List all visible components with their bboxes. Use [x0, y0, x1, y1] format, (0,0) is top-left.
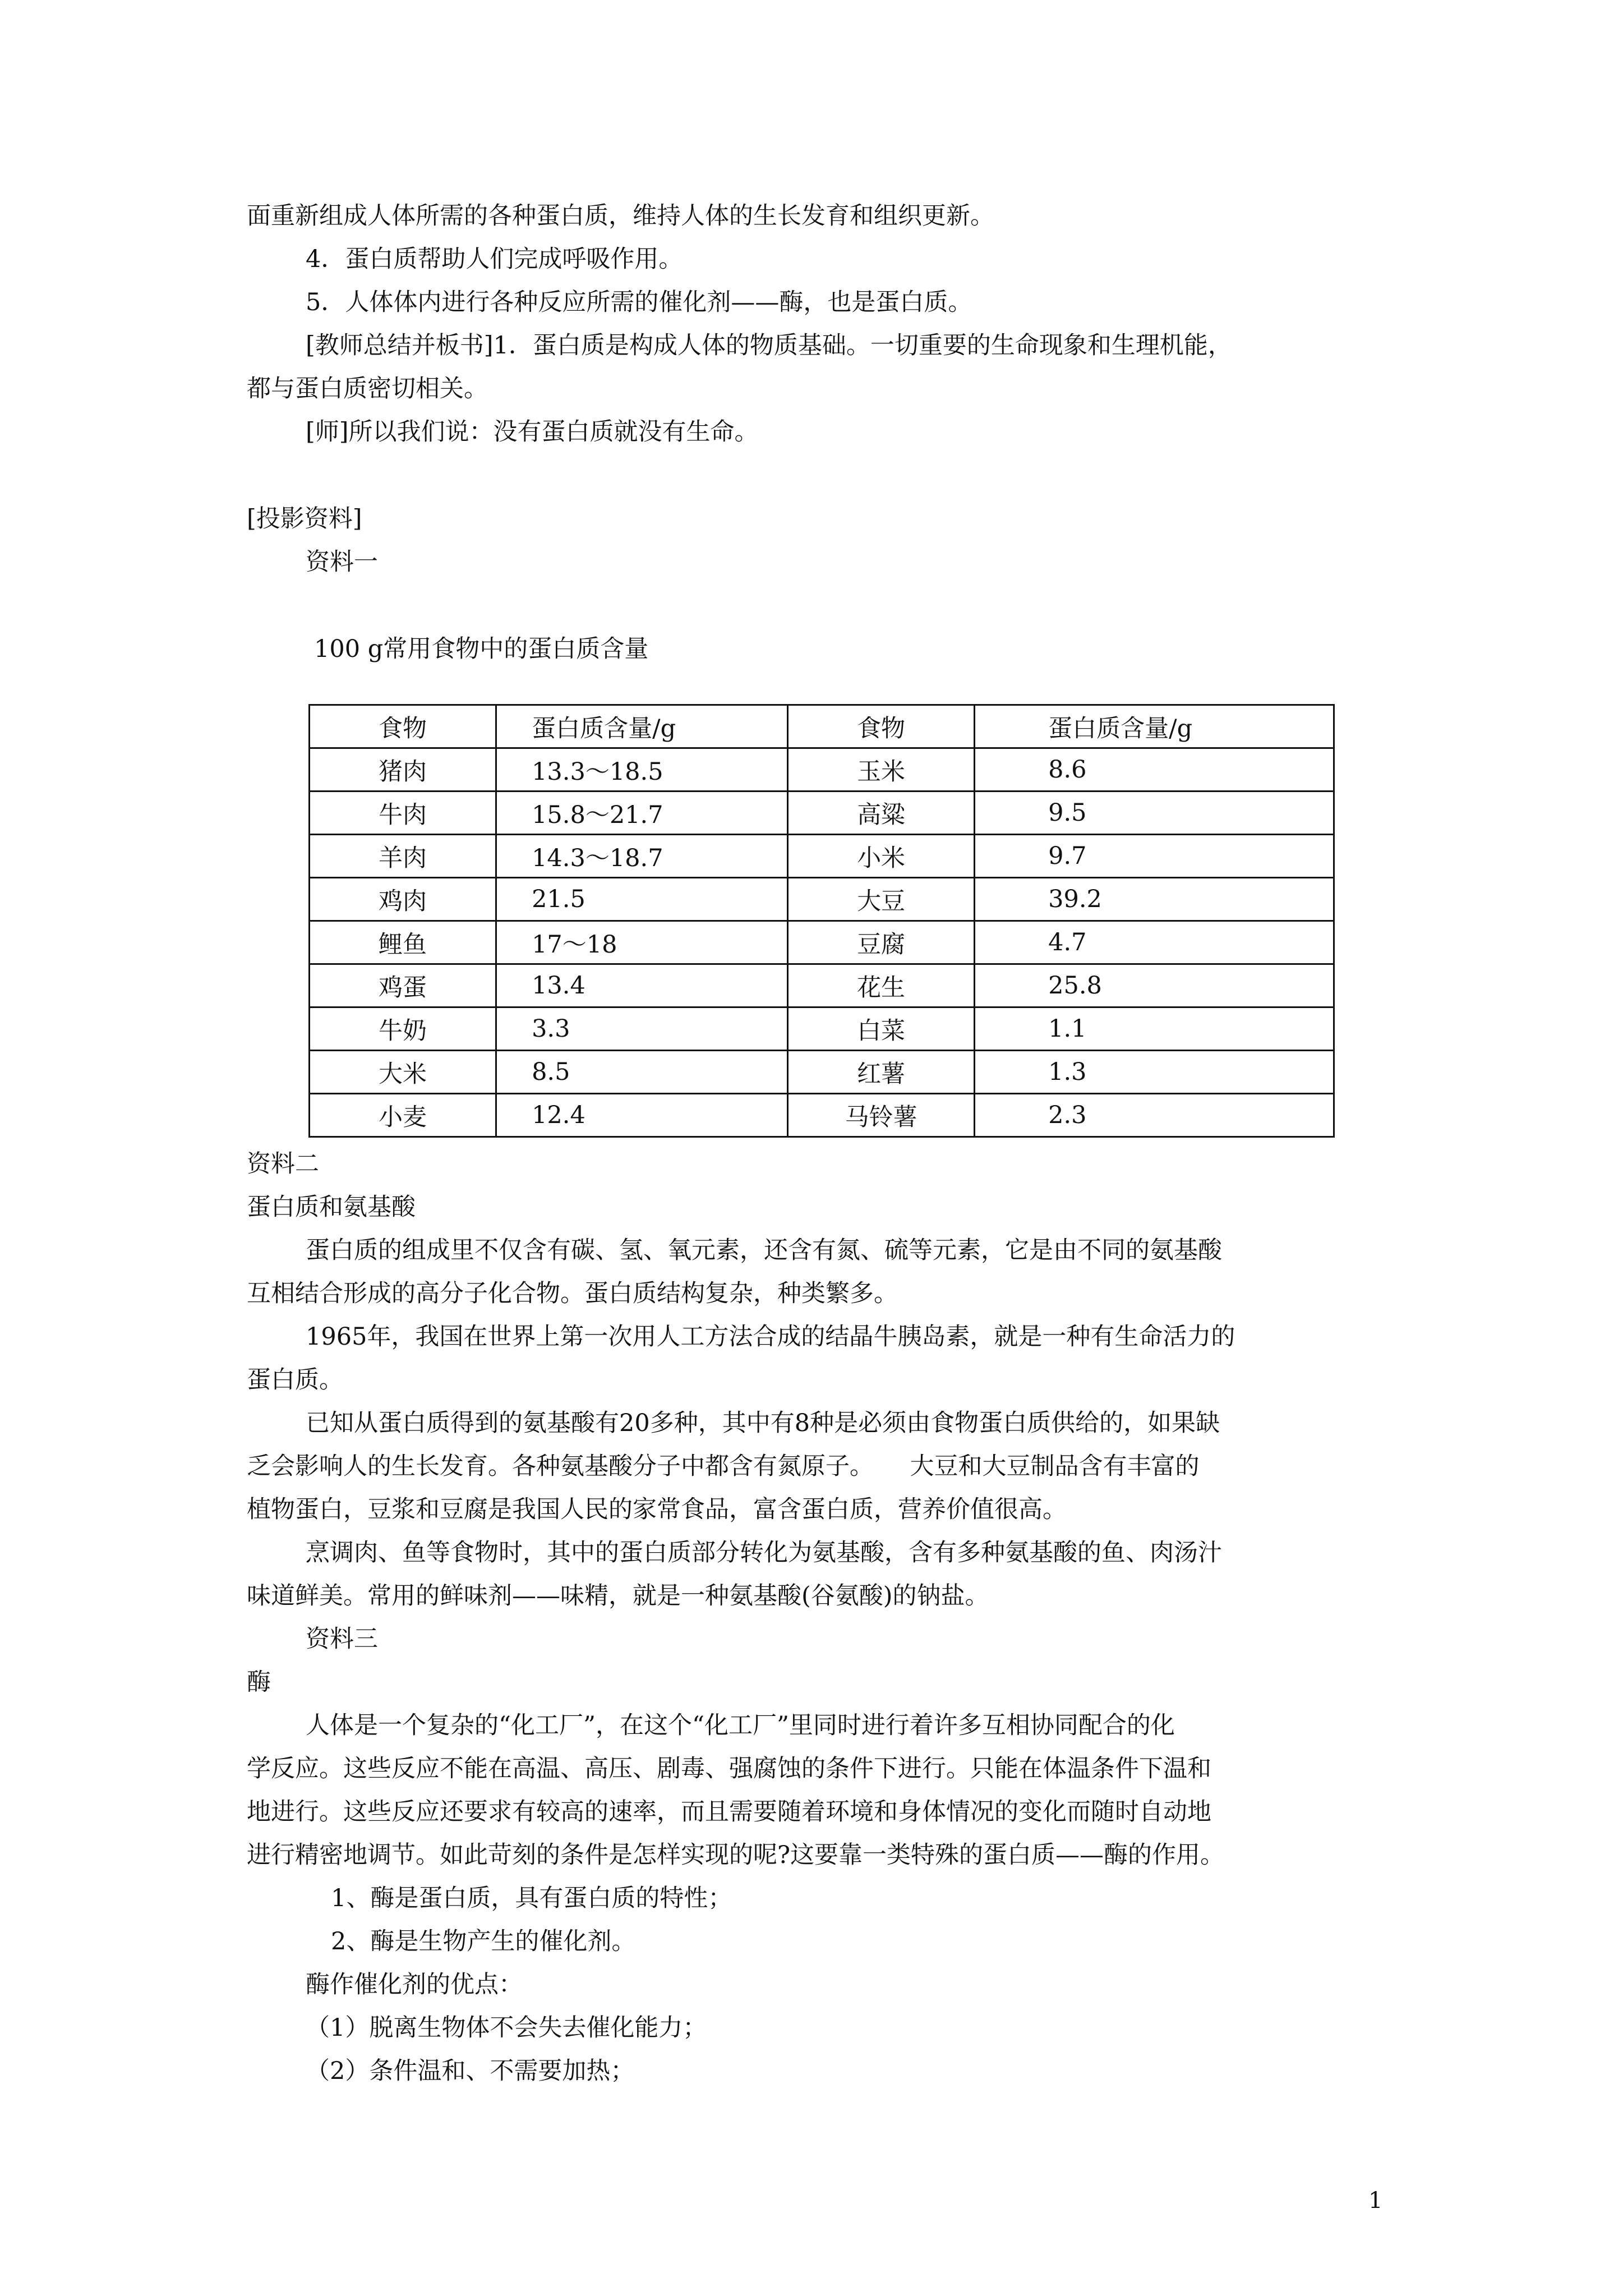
table-cell: 13.4: [496, 964, 788, 1007]
table-cell: 14.3～18.7: [496, 835, 788, 878]
table-cell: 4.7: [975, 921, 1334, 964]
paragraph-line: 5．人体体内进行各种反应所需的催化剂——酶，也是蛋白质。: [306, 288, 972, 316]
table-cell: 8.6: [975, 748, 1334, 792]
paragraph-line: 都与蛋白质密切相关。: [247, 375, 488, 403]
paragraph-line: 学反应。这些反应不能在高温、高压、剧毒、强腐蚀的条件下进行。只能在体温条件下温和: [247, 1755, 1211, 1783]
section-heading: [投影资料]: [247, 505, 362, 533]
table-row: [310, 1051, 1334, 1094]
table-row: [310, 835, 1334, 878]
table-cell: 15.8～21.7: [496, 792, 788, 835]
paragraph-line: 烹调肉、鱼等食物时，其中的蛋白质部分转化为氨基酸，含有多种氨基酸的鱼、肉汤汁: [306, 1539, 1222, 1567]
table-cell: 猪肉: [310, 748, 496, 792]
table-header-row: [310, 705, 1334, 748]
table-cell: 高粱: [788, 792, 975, 835]
paragraph-line: 植物蛋白，豆浆和豆腐是我国人民的家常食品，富含蛋白质，营养价值很高。: [247, 1496, 1067, 1524]
table-cell: 9.5: [975, 792, 1334, 835]
table-cell: 红薯: [788, 1051, 975, 1094]
table-cell: 鸡蛋: [310, 964, 496, 1007]
table-cell: 9.7: [975, 835, 1334, 878]
table-cell: 小米: [788, 835, 975, 878]
paragraph-line: [师]所以我们说：没有蛋白质就没有生命。: [306, 418, 759, 446]
table-row: [310, 921, 1334, 964]
table-cell: 玉米: [788, 748, 975, 792]
table-cell: 3.3: [496, 1007, 788, 1051]
column-header: 蛋白质含量/g: [975, 705, 1334, 748]
column-header: 蛋白质含量/g: [496, 705, 788, 748]
table-cell: 豆腐: [788, 921, 975, 964]
list-item: 2、酶是生物产生的催化剂。: [331, 1927, 636, 1955]
paragraph-line: 味道鲜美。常用的鲜味剂——味精，就是一种氨基酸(谷氨酸)的钠盐。: [247, 1582, 989, 1610]
table-cell: 17～18: [496, 921, 788, 964]
paragraph-line: 乏会影响人的生长发育。各种氨基酸分子中都含有氮原子。 大豆和大豆制品含有丰富的: [247, 1452, 1200, 1480]
table-cell: 鲤鱼: [310, 921, 496, 964]
table-row: [310, 964, 1334, 1007]
table-row: [310, 748, 1334, 792]
paragraph-line: 1965年，我国在世界上第一次用人工方法合成的结晶牛胰岛素，就是一种有生命活力的: [306, 1323, 1235, 1351]
paragraph-line: 进行精密地调节。如此苛刻的条件是怎样实现的呢?这要靠一类特殊的蛋白质——酶的作用。: [247, 1841, 1225, 1869]
table-cell: 12.4: [496, 1094, 788, 1137]
list-item: （2）条件温和、不需要加热；: [306, 2057, 635, 2085]
table-row: [310, 1094, 1334, 1137]
column-header: 食物: [788, 705, 975, 748]
table-cell: 小麦: [310, 1094, 496, 1137]
paragraph-line: 人体是一个复杂的“化工厂”，在这个“化工厂”里同时进行着许多互相协同配合的化: [306, 1711, 1175, 1740]
material-title: 蛋白质和氨基酸: [247, 1193, 416, 1221]
table-cell: 马铃薯: [788, 1094, 975, 1137]
table-cell: 白菜: [788, 1007, 975, 1051]
table-cell: 13.3～18.5: [496, 748, 788, 792]
protein-content-table: [308, 704, 1335, 1138]
table-cell: 花生: [788, 964, 975, 1007]
list-item: 1、酶是蛋白质，具有蛋白质的特性；: [331, 1884, 732, 1912]
paragraph-line: [教师总结并板书]1．蛋白质是构成人体的物质基础。一切重要的生命现象和生理机能，: [306, 332, 1232, 360]
material-label: 资料二: [247, 1150, 319, 1178]
page-number: 1: [1368, 2188, 1383, 2214]
table-caption: 100 g常用食物中的蛋白质含量: [314, 635, 649, 663]
table-cell: 1.3: [975, 1051, 1334, 1094]
table-cell: 8.5: [496, 1051, 788, 1094]
table-cell: 25.8: [975, 964, 1334, 1007]
material-title: 酶: [247, 1668, 271, 1696]
table-cell: 羊肉: [310, 835, 496, 878]
paragraph-line: 4．蛋白质帮助人们完成呼吸作用。: [306, 245, 683, 273]
paragraph-line: 酶作催化剂的优点：: [306, 1971, 523, 1999]
paragraph-line: 地进行。这些反应还要求有较高的速率，而且需要随着环境和身体情况的变化而随时自动地: [247, 1798, 1211, 1826]
column-header: 食物: [310, 705, 496, 748]
table-cell: 鸡肉: [310, 878, 496, 921]
paragraph-line: 蛋白质。: [247, 1366, 343, 1394]
table-row: [310, 1007, 1334, 1051]
paragraph-line: 已知从蛋白质得到的氨基酸有20多种，其中有8种是必须由食物蛋白质供给的，如果缺: [306, 1409, 1220, 1437]
table-cell: 39.2: [975, 878, 1334, 921]
paragraph-line: 蛋白质的组成里不仅含有碳、氢、氧元素，还含有氮、硫等元素，它是由不同的氨基酸: [306, 1236, 1222, 1264]
table-cell: 1.1: [975, 1007, 1334, 1051]
paragraph-line: 互相结合形成的高分子化合物。蛋白质结构复杂，种类繁多。: [247, 1280, 898, 1308]
table-cell: 牛肉: [310, 792, 496, 835]
material-label: 资料一: [306, 548, 378, 576]
table-row: [310, 792, 1334, 835]
table-row: [310, 878, 1334, 921]
paragraph-line: 面重新组成人体所需的各种蛋白质，维持人体的生长发育和组织更新。: [247, 202, 994, 230]
table-cell: 大豆: [788, 878, 975, 921]
table-cell: 21.5: [496, 878, 788, 921]
table-cell: 牛奶: [310, 1007, 496, 1051]
table-cell: 2.3: [975, 1094, 1334, 1137]
list-item: （1）脱离生物体不会失去催化能力；: [306, 2014, 707, 2042]
table-cell: 大米: [310, 1051, 496, 1094]
material-label: 资料三: [306, 1625, 378, 1653]
